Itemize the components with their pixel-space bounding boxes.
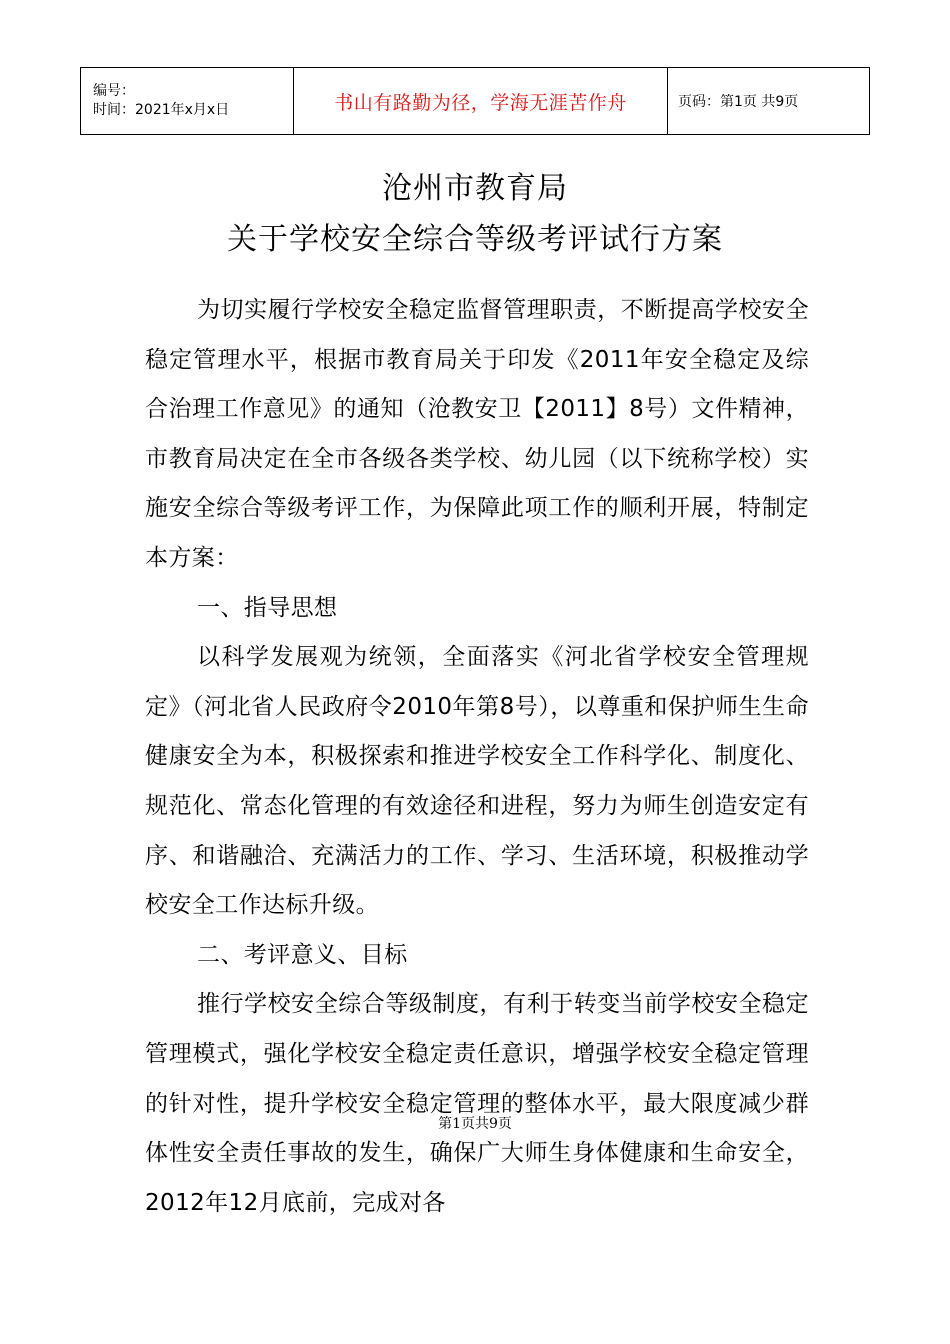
page-label: 页码：第1页 共9页 — [678, 94, 799, 110]
page-cell — [668, 68, 870, 135]
section-heading-significance-goals: 二、考评意义、目标 — [197, 941, 408, 968]
motto-text: 书山有路勤为径，学海无涯苦作舟 — [334, 91, 627, 114]
document-body — [145, 286, 809, 1228]
header-table — [80, 67, 870, 135]
section-heading-guiding-ideology: 一、指导思想 — [197, 594, 338, 621]
paragraph-guiding-ideology: 以科学发展观为统领，全面落实《河北省学校安全管理规定》（河北省人民政府令2010年第8号），以尊重和保护师生生命健康安全为本，积极探索和推进学校安全工作科学化、制度化、规范化、常态化管理的有效途径和进程，努力为师生创造安定有序、和谐融洽、充满活力的工作、学习、生活环境，积极推动学校安全工作达标升级。 — [145, 644, 809, 919]
number-label: 编号： — [93, 83, 135, 99]
header-info-cell — [81, 68, 294, 135]
time-label: 时间：2021年x月x日 — [93, 102, 230, 118]
motto-cell — [294, 68, 668, 135]
page-footer: 第1页共9页 — [438, 1116, 512, 1132]
document-title-line1: 沧州市教育局 — [382, 171, 568, 206]
document-title-line2: 关于学校安全综合等级考评试行方案 — [227, 222, 723, 257]
paragraph-intro: 为切实履行学校安全稳定监督管理职责，不断提高学校安全稳定管理水平，根据市教育局关于印发《2011年安全稳定及综合治理工作意见》的通知（沧教安卫【2011】8号）文件精神，市教育局决定在全市各级各类学校、幼儿园（以下统称学校）实施安全综合等级考评工作，为保障此项工作的顺利开展，特制定本方案： — [145, 297, 809, 571]
paragraph-significance-goals: 推行学校安全综合等级制度，有利于转变当前学校安全稳定管理模式，强化学校安全稳定责任意识，增强学校安全稳定管理的针对性，提升学校安全稳定管理的整体水平，最大限度减少群体性安全责任事故的发生，确保广大师生身体健康和生命安全， 2012年12月底前，完成对各 — [145, 991, 809, 1216]
